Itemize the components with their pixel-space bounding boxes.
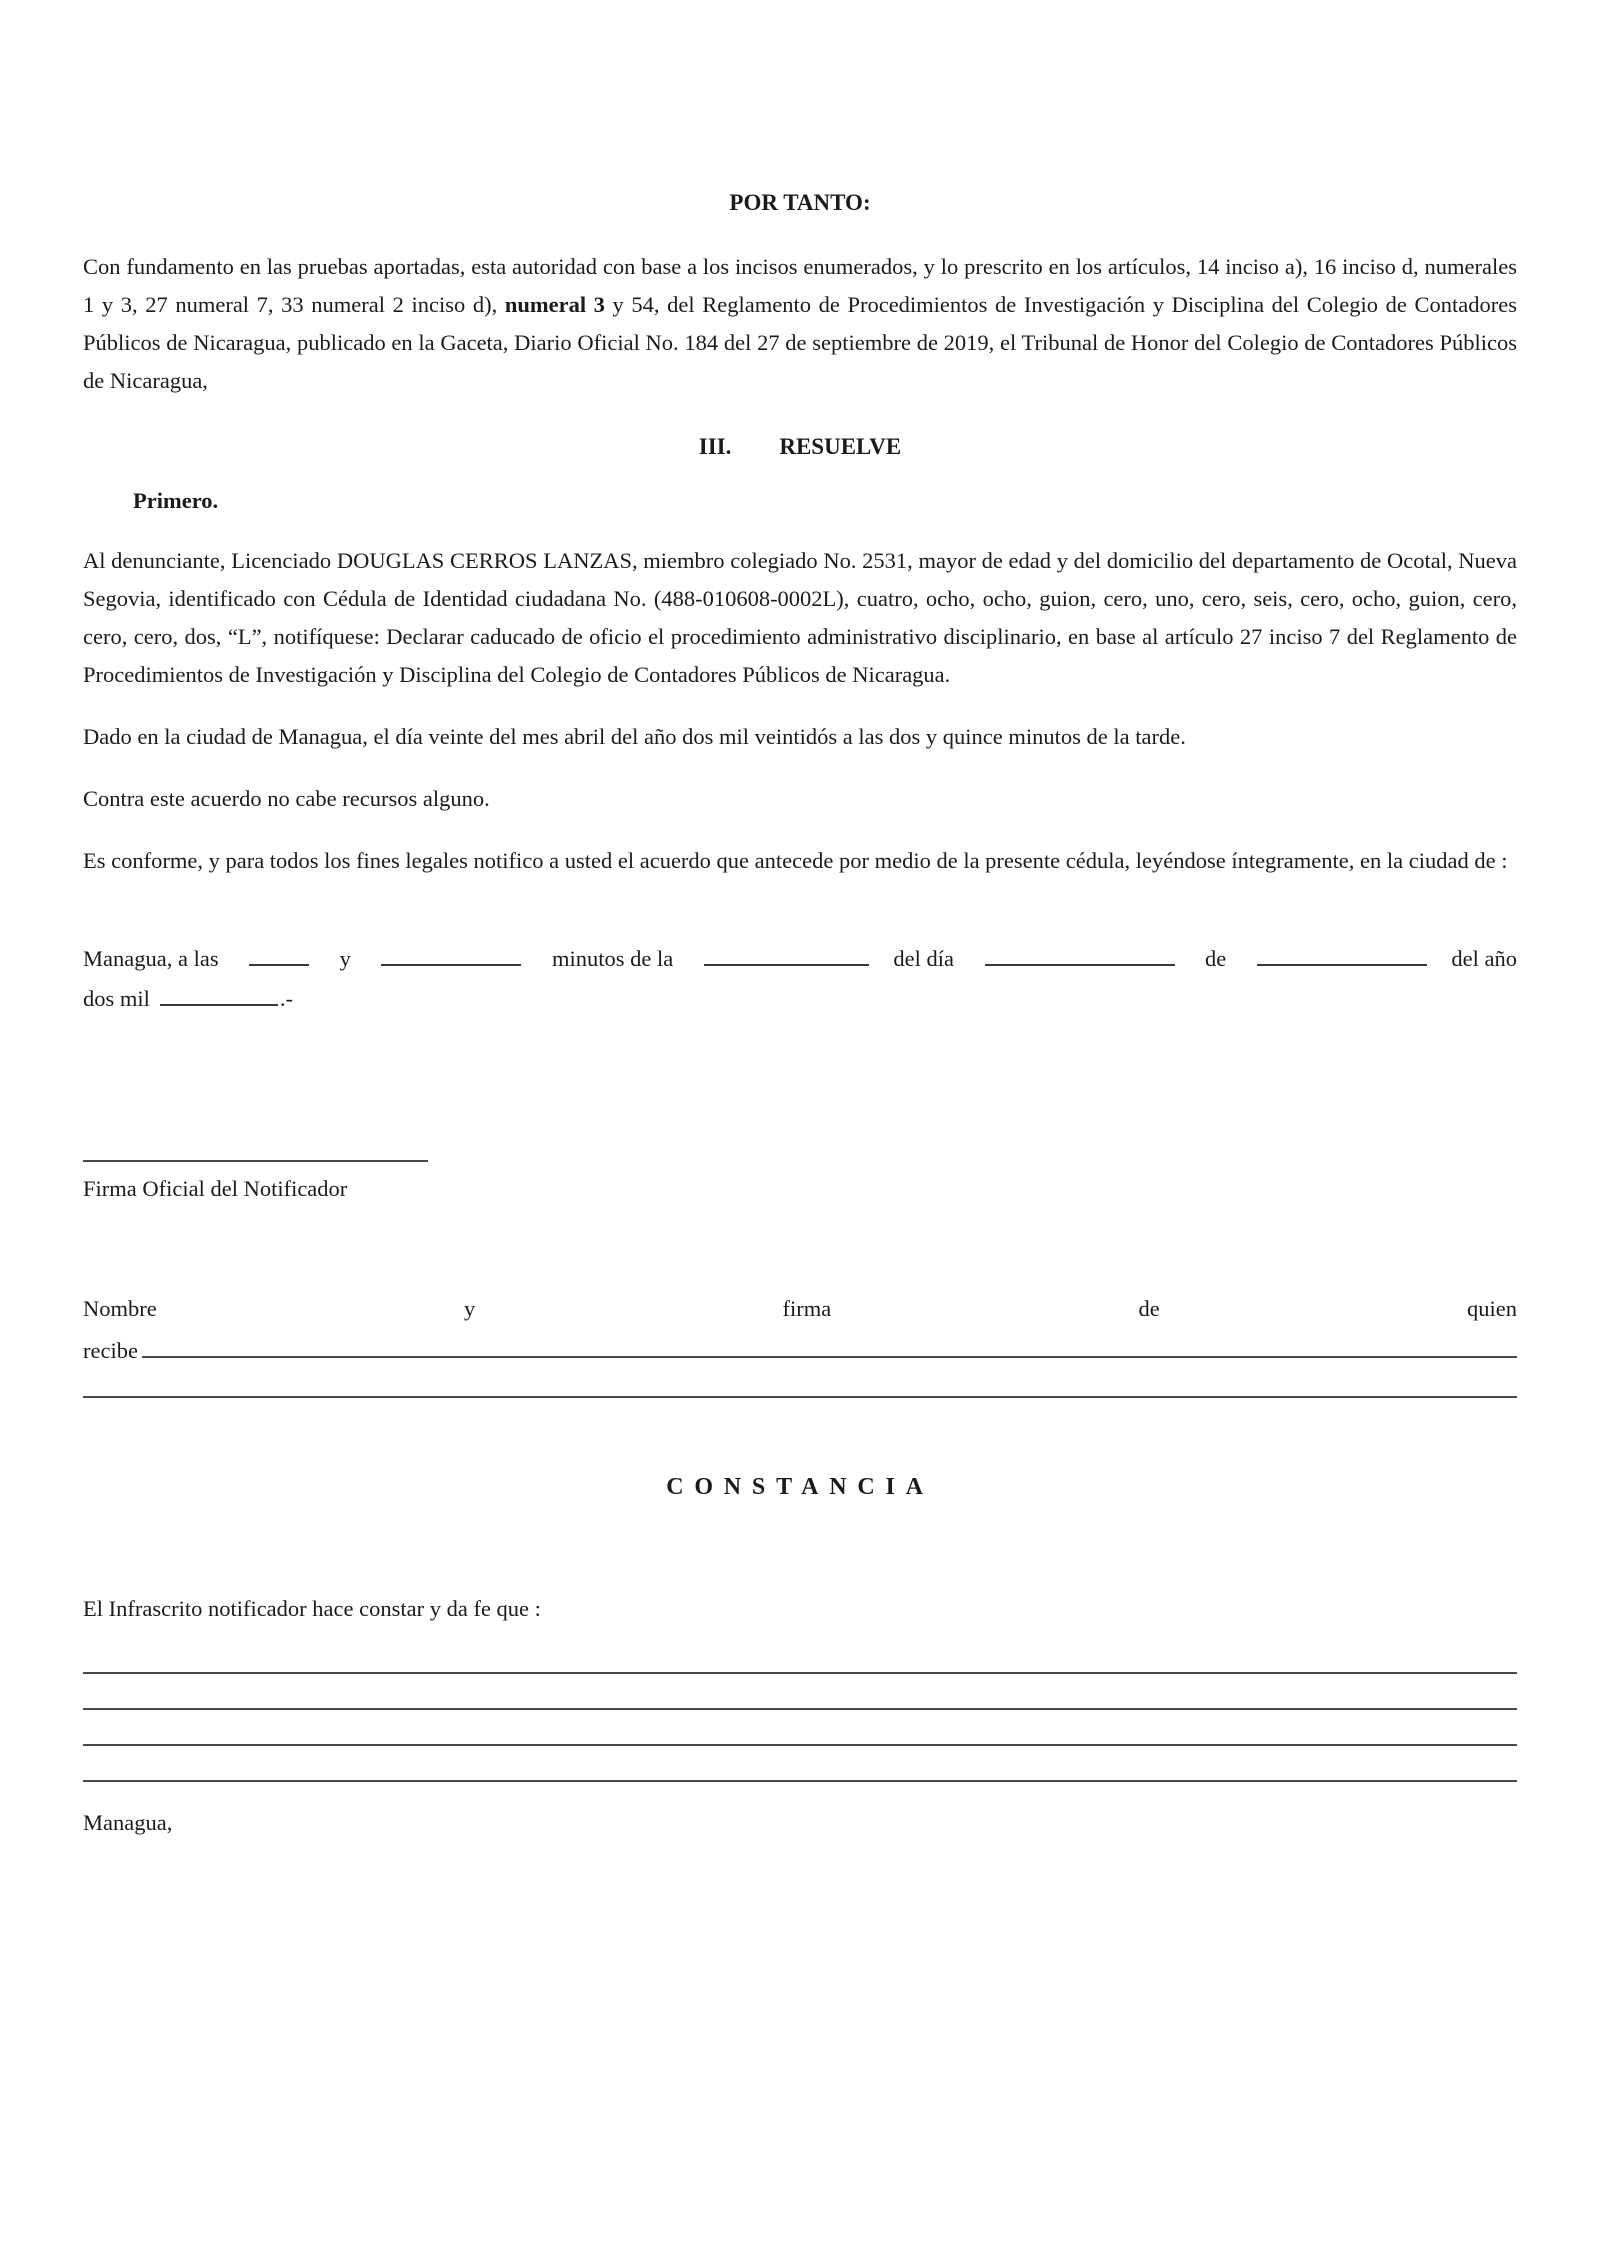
fill-seg-del-ano: del año [1451,946,1517,971]
fill-seg-y: y [339,946,351,971]
blank-line [83,1396,1517,1398]
blank-line [83,1744,1517,1746]
paragraph-fundamento-bold: numeral 3 [504,292,605,317]
recibe-word-nombre: Nombre [83,1296,157,1321]
blank-field-minutes [381,938,521,966]
fill-seg-managua: Managua, a las [83,946,219,971]
blank-field-meridiem [704,938,869,966]
blank-line [83,1672,1517,1674]
blank-field-receiver [142,1328,1517,1358]
heading-resuelve [83,428,1517,466]
blank-field-day [985,938,1175,966]
paragraph-infrascrito: El Infrascrito notificador hace constar y da fe que : [83,1596,541,1621]
paragraph-fundamento [83,248,1517,400]
fill-in-year-line [83,978,1517,1018]
paragraph-dado: Dado en la ciudad de Managua, el día veinte del mes abril del año dos mil veintidós a las dos y quince minutos de la tarde. [83,724,1186,749]
paragraph-conforme: Es conforme, y para todos los fines legales notifico a usted el acuerdo que antecede por medio de la presente cédula, leyéndose íntegramente, en la ciudad de : [83,848,1508,873]
fill-seg-de: de [1205,946,1227,971]
recibe-word-de: de [1138,1296,1160,1321]
blank-line [83,1708,1517,1710]
heading-constancia: CONSTANCIA [666,1474,934,1500]
paragraph-contra: Contra este acuerdo no cabe recursos alguno. [83,786,490,811]
closing-city: Managua, [83,1810,173,1835]
paragraph-fundamento-after: y 54, del Reglamento de Procedimientos de Investigación y Disciplina del Colegio de Contadores Públicos de Nicaragua, publicado en la Gaceta, Diario Oficial No. 184 del 27 de septiembre de 2019, el Tribunal de Honor del Colegio de Contadores Públicos de Nicaragua, [83,292,1517,393]
fill-in-date-line [83,938,1517,978]
blank-field-month [1257,938,1427,966]
constancia-blank-lines [83,1672,1517,1782]
receiver-name-line [83,1290,1517,1328]
recibe-word-y: y [463,1296,476,1321]
resuelve-label: RESUELVE [779,434,902,459]
fill-seg-suffix: .- [279,986,294,1011]
signature-line [83,1160,428,1162]
receiver-signature-line [83,1328,1517,1370]
paragraph-fundamento-before: Con fundamento en las pruebas aportadas, esta autoridad con base a los incisos enumerados, y lo prescrito en los artículos, 14 inciso a), 16 inciso d, numerales 1 y 3, 27 numeral 7, 33 numeral 2 inciso d), [83,254,1517,317]
paragraph-denunciante: Al denunciante, Licenciado DOUGLAS CERROS LANZAS, miembro colegiado No. 2531, mayor de edad y del domicilio del departamento de Ocotal, Nueva Segovia, identificado con Cédula de Identidad ciudadana No. (488-010608-0002L), cuatro, ocho, ocho, guion, cero, uno, cero, seis, cero, ocho, guion, cero, cero, cero, dos, “L”, notifíquese: Declarar caducado de oficio el procedimiento administrativo disciplinario, en base al artículo 27 inciso 7 del Reglamento de Procedimientos de Investigación y Disciplina del Colegio de Contadores Públicos de Nicaragua. [83,548,1517,687]
blank-field-hour [249,938,309,966]
signature-label: Firma Oficial del Notificador [83,1176,348,1201]
fill-seg-del-dia: del día [893,946,954,971]
recibe-word-quien: quien [1466,1296,1517,1321]
subheading-primero: Primero. [133,488,219,513]
fill-seg-dos-mil: dos mil [83,986,150,1011]
blank-line [83,1780,1517,1782]
blank-field-year [160,978,278,1006]
recibe-word-firma: firma [782,1296,832,1321]
resuelve-numeral: III. [698,434,732,459]
recibe-word-recibe: recibe [83,1338,138,1363]
heading-por-tanto: POR TANTO: [729,190,871,215]
fill-seg-minutos: minutos de la [552,946,674,971]
